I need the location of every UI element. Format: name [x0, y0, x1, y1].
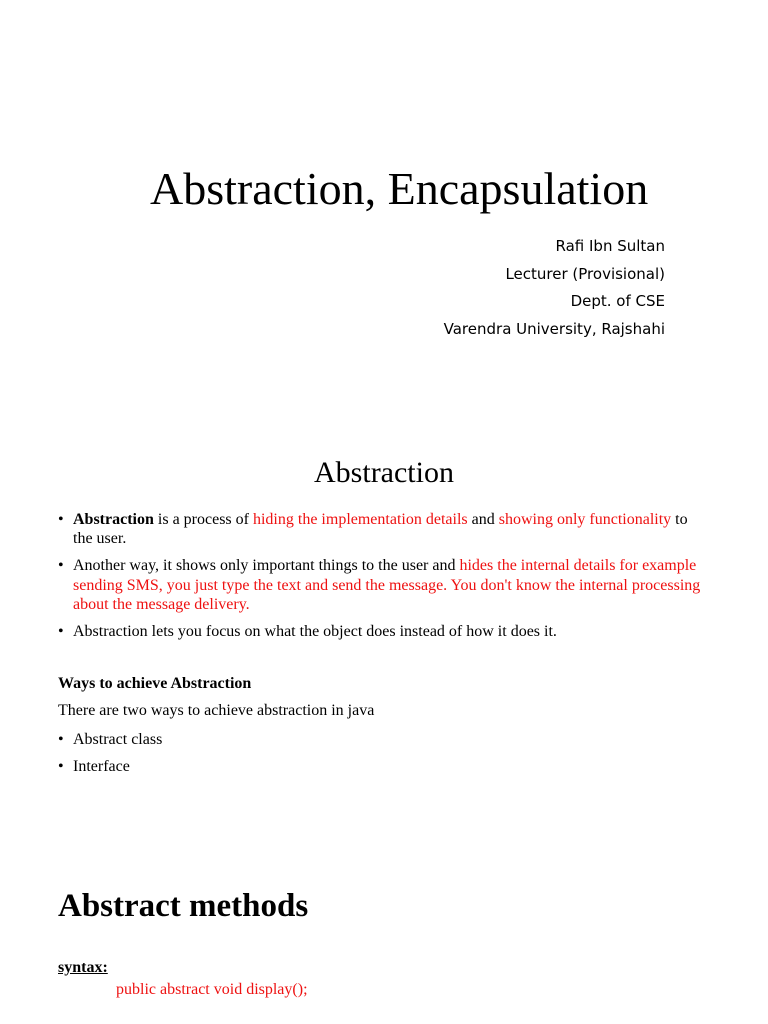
- abstraction-slide: [0, 400, 768, 820]
- highlight-text: hides the internal details for example sending SMS, you just type the text and send the message. You don't know the internal processing about the message delivery.: [73, 557, 701, 613]
- syntax-code: public abstract void display();: [116, 981, 308, 998]
- list-item: [58, 556, 708, 614]
- slide-title: Abstraction: [314, 456, 454, 489]
- abstract-methods-slide: [0, 820, 768, 1024]
- bullet-icon: •: [58, 758, 64, 775]
- list-item: [58, 622, 708, 641]
- author-university: Varendra University, Rajshahi: [443, 319, 665, 338]
- ways-heading: Ways to achieve Abstraction: [58, 675, 252, 692]
- bullet-icon: •: [58, 557, 64, 575]
- list-item: [58, 757, 162, 776]
- bullet-icon: •: [58, 623, 64, 641]
- author-position: Lecturer (Provisional): [505, 264, 665, 283]
- slide-title: Abstract methods: [58, 888, 309, 924]
- plain-text: Another way, it shows only important things to the user and: [73, 557, 460, 575]
- way-label: Interface: [73, 758, 130, 775]
- way-label: Abstract class: [73, 731, 163, 748]
- bullet-icon: •: [58, 731, 64, 748]
- ways-intro: There are two ways to achieve abstraction in java: [58, 702, 375, 719]
- bullet-icon: •: [58, 511, 64, 528]
- plain-text: is a process of: [153, 511, 253, 528]
- list-item: [58, 730, 162, 749]
- syntax-label: syntax:: [58, 959, 108, 976]
- presentation-title: Abstraction, Encapsulation: [150, 163, 649, 214]
- term-text: Abstraction: [73, 511, 154, 528]
- author-info: [444, 233, 665, 343]
- list-item: [58, 510, 708, 548]
- plain-text: to the user.: [73, 511, 688, 548]
- ways-list: [58, 730, 162, 784]
- author-department: Dept. of CSE: [570, 292, 665, 310]
- bullet-list: [58, 510, 708, 649]
- title-slide: [0, 0, 768, 400]
- highlight-text: hiding the implementation details: [252, 511, 468, 528]
- author-name: Rafi Ibn Sultan: [555, 237, 665, 255]
- plain-text: Abstraction lets you focus on what the object does instead of how it does it.: [73, 623, 557, 641]
- plain-text: and: [467, 511, 499, 528]
- highlight-text: showing only functionality: [498, 511, 672, 528]
